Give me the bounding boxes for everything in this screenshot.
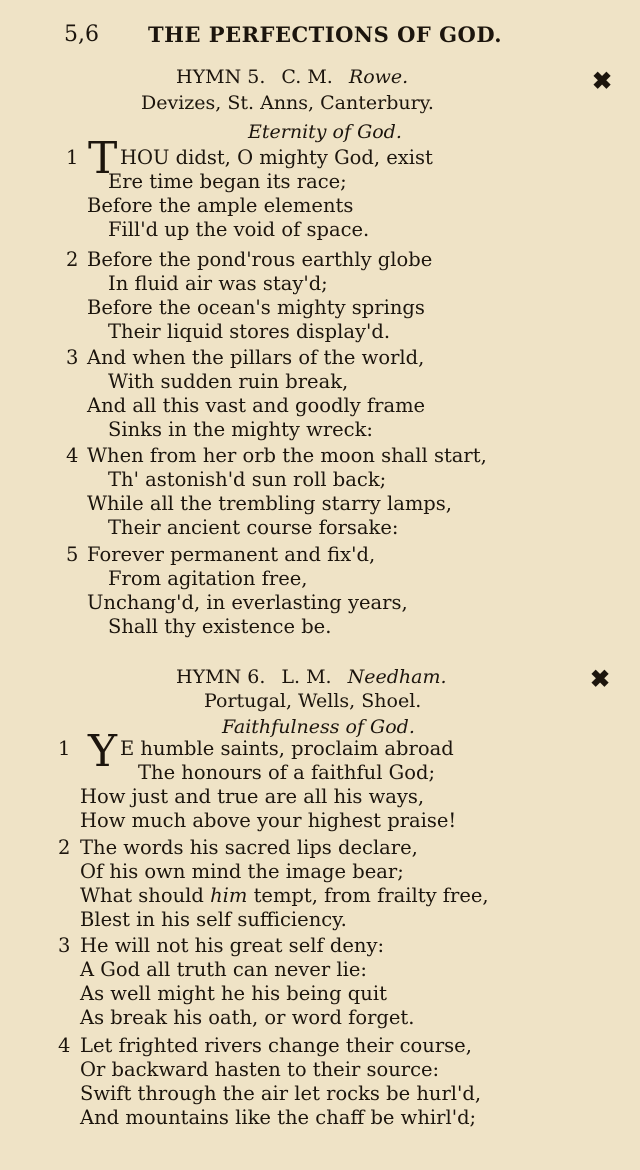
drop-cap: T	[88, 133, 118, 184]
running-head	[64, 22, 534, 52]
ornament-icon: ✖	[592, 66, 613, 95]
verse-line: Unchang'd, in everlasting years,	[87, 591, 408, 614]
verse-line: Shall thy existence be.	[108, 615, 332, 638]
verse-line: How just and true are all his ways,	[80, 785, 425, 808]
verse-line: HOU didst, O mighty God, exist	[120, 146, 433, 169]
verse-line: And mountains like the chaff be whirl'd;	[80, 1106, 477, 1129]
verse-line: From agitation free,	[108, 567, 308, 590]
hymn-meter: C. M.	[281, 66, 333, 88]
verse-line: Before the pond'rous earthly globe	[87, 248, 433, 271]
hymn-title	[176, 666, 447, 688]
verse-number: 4	[66, 444, 79, 467]
hymn-meter: L. M.	[281, 666, 332, 688]
verse-line: Swift through the air let rocks be hurl'd,	[80, 1082, 482, 1105]
verse-line: The honours of a faithful God;	[138, 761, 436, 784]
verse-emphasis: him	[210, 884, 248, 907]
hymn-subject: Faithfulness of God.	[222, 716, 415, 738]
verse-line: Their ancient course forsake:	[108, 516, 399, 539]
verse-number: 5	[66, 543, 79, 566]
hymn-title	[176, 66, 408, 88]
hymn-tunes: Portugal, Wells, Shoel.	[204, 690, 422, 712]
verse-line: Before the ample elements	[87, 194, 354, 217]
verse-line: The words his sacred lips declare,	[80, 836, 418, 859]
verse-number: 4	[58, 1034, 71, 1057]
verse-number: 2	[58, 836, 71, 859]
verse-line: Blest in his self sufficiency.	[80, 908, 347, 931]
verse-line: A God all truth can never lie:	[80, 958, 367, 981]
verse-line: And when the pillars of the world,	[87, 346, 425, 369]
verse-number: 2	[66, 248, 79, 271]
verse-line: As well might he his being quit	[80, 982, 387, 1005]
verse-line: Th' astonish'd sun roll back;	[108, 468, 387, 491]
ornament-icon: ✖	[590, 664, 611, 693]
page-number: 5,6	[64, 22, 99, 47]
hymn-subject: Eternity of God.	[248, 121, 402, 143]
verse-text: tempt, from frailty free,	[253, 884, 489, 907]
verse-line: Ere time began its race;	[108, 170, 347, 193]
verse-line: Their liquid stores display'd.	[108, 320, 391, 343]
verse-line: Fill'd up the void of space.	[108, 218, 370, 241]
verse-line: Sinks in the mighty wreck:	[108, 418, 373, 441]
verse-line: Or backward hasten to their source:	[80, 1058, 440, 1081]
drop-cap: Y	[88, 726, 118, 777]
hymn-author: Rowe.	[348, 66, 409, 88]
verse-line: Before the ocean's mighty springs	[87, 296, 425, 319]
verse-line: Let frighted rivers change their course,	[80, 1034, 472, 1057]
verse-number: 3	[66, 346, 79, 369]
verse-line: While all the trembling starry lamps,	[87, 492, 452, 515]
verse-text: What should	[80, 884, 204, 907]
hymn-tunes: Devizes, St. Anns, Canterbury.	[141, 92, 434, 114]
hymn-number: HYMN 5.	[176, 66, 266, 88]
verse-line	[80, 884, 489, 908]
running-title: THE PERFECTIONS OF GOD.	[148, 22, 503, 47]
hymn-number: HYMN 6.	[176, 666, 266, 688]
verse-line: He will not his great self deny:	[80, 934, 385, 957]
verse-line: When from her orb the moon shall start,	[87, 444, 487, 467]
verse-line: How much above your highest praise!	[80, 809, 457, 832]
verse-line: With sudden ruin break,	[108, 370, 349, 393]
verse-line: Of his own mind the image bear;	[80, 860, 404, 883]
verse-number: 3	[58, 934, 71, 957]
verse-line: In fluid air was stay'd;	[108, 272, 328, 295]
verse-line: Forever permanent and fix'd,	[87, 543, 376, 566]
verse-number: 1	[58, 737, 71, 760]
hymn-author: Needham.	[347, 666, 447, 688]
verse-line: And all this vast and goodly frame	[87, 394, 426, 417]
verse-number: 1	[66, 146, 79, 169]
verse-line: As break his oath, or word forget.	[80, 1006, 415, 1029]
verse-line: E humble saints, proclaim abroad	[120, 737, 454, 760]
